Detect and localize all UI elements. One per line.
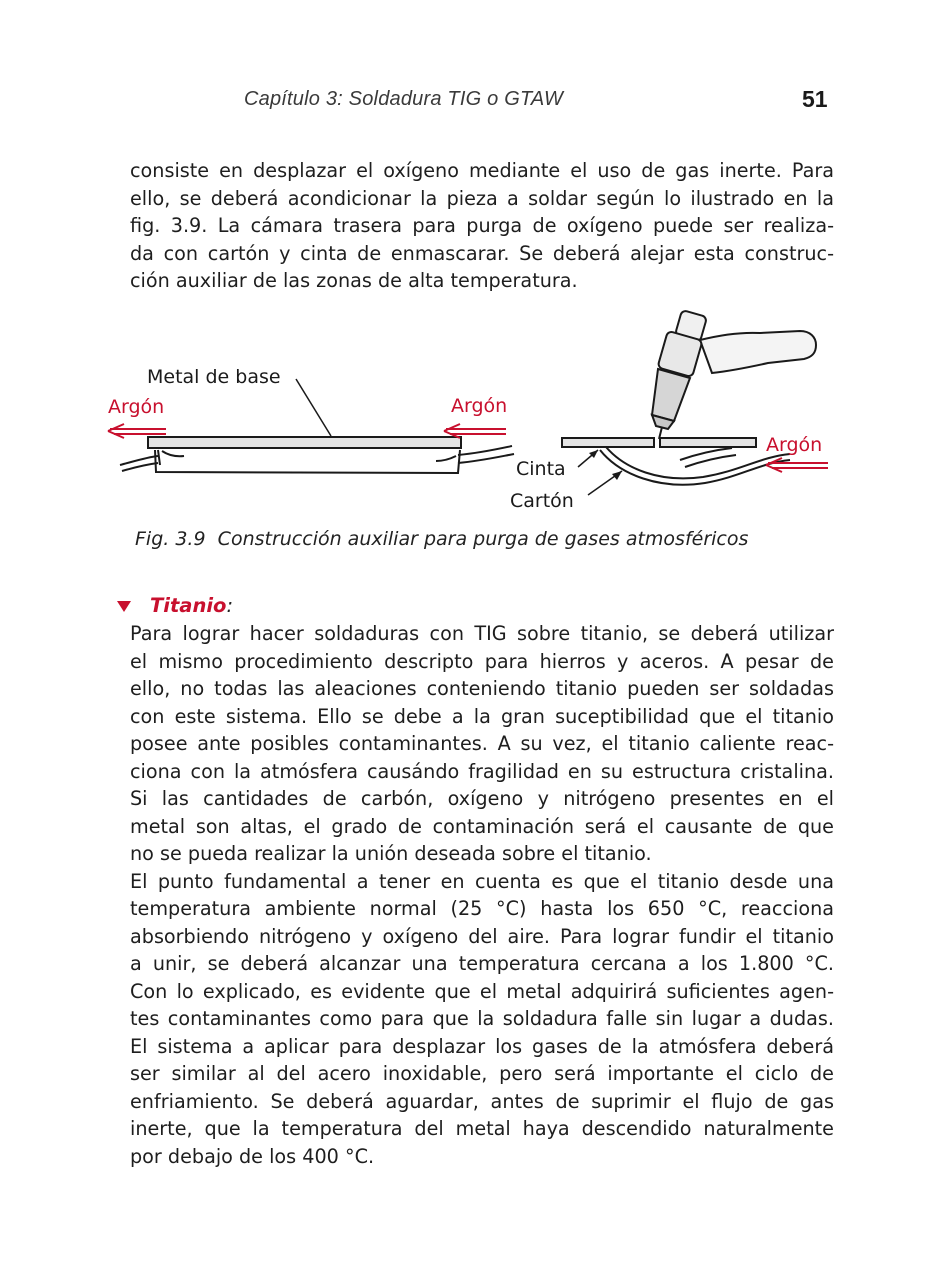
label-cinta: Cinta [516, 458, 566, 480]
label-argon-left: Argón [108, 396, 165, 418]
text-line: Con lo explicado, es evidente que el metal adquirirá suficientes agen- [130, 979, 834, 1003]
text-line: absorbiendo nitrógeno y oxígeno del aire. Para lograr fundir el titanio [130, 924, 834, 948]
text-line: ser similar al del acero inoxidable, pero será importante el ciclo de [130, 1062, 834, 1085]
text-line: da con cartón y cinta de enmascarar. Se deberá alejar esta construc- [130, 241, 834, 265]
caption-text: Construcción auxiliar para purga de gases atmosféricos [217, 528, 749, 550]
text-line: el mismo procedimiento descripto para hierros y aceros. A pesar de [130, 649, 834, 673]
argon-arrow-middle-icon [444, 424, 506, 438]
label-metal-de-base: Metal de base [147, 366, 281, 388]
section-title: Titanio [150, 594, 227, 617]
text-line: posee ante posibles contaminantes. A su vez, el titanio caliente reac- [130, 732, 834, 755]
text-line: fig. 3.9. La cámara trasera para purga de oxígeno puede ser realiza- [130, 214, 834, 237]
text-line: enfriamiento. Se deberá aguardar, antes de suprimir el flujo de gas [130, 1089, 834, 1113]
argon-arrow-left-icon [108, 424, 166, 438]
torch-handle [700, 331, 816, 373]
text-line: no se pueda realizar la unión deseada sobre el titanio. [130, 842, 652, 865]
text-line: tes contaminantes como para que la soldadura falle sin lugar a dudas. [130, 1007, 834, 1030]
label-argon-right: Argón [766, 434, 823, 456]
text-line: metal son altas, el grado de contaminación será el causante de que [130, 814, 834, 838]
text-line: temperatura ambiente normal (25 °C) hasta los 650 °C, reacciona [130, 897, 834, 920]
text-line: a unir, se deberá alcanzar una temperatura cercana a los 1.800 °C. [130, 952, 834, 975]
tape-right [458, 446, 514, 463]
figure-purge-chamber-illustration [100, 305, 840, 520]
tig-torch-icon [652, 310, 816, 439]
text-line: consiste en desplazar el oxígeno mediante el uso de gas inerte. Para [130, 159, 834, 182]
label-carton: Cartón [510, 490, 574, 512]
cardboard-chamber [155, 450, 460, 473]
text-line: ción auxiliar de las zonas de alta temperatura. [130, 269, 578, 292]
base-metal-plate [148, 437, 461, 448]
leader-arrow-carton [612, 471, 622, 480]
text-line: El punto fundamental a tener en cuenta es que el titanio desde una [130, 869, 834, 893]
text-line: Si las cantidades de carbón, oxígeno y nitrógeno presentes en el [130, 787, 834, 810]
text-line: El sistema a aplicar para desplazar los gases de la atmósfera deberá [130, 1034, 834, 1058]
page-number: 51 [802, 86, 828, 112]
tape-right-flap [436, 456, 456, 461]
argon-arrow-right-icon [766, 458, 828, 472]
text-line: ciona con la atmósfera causándo fragilidad en su estructura cristalina. [130, 759, 834, 783]
titanio-paragraphs [130, 620, 834, 1170]
text-line: inerte, que la temperatura del metal haya descendido naturalmente [130, 1117, 834, 1140]
chapter-title: Capítulo 3: Soldadura TIG o GTAW [244, 88, 564, 110]
section-heading [116, 594, 233, 617]
label-argon-middle: Argón [451, 395, 508, 417]
figure-caption [135, 528, 748, 550]
intro-paragraph [130, 157, 834, 295]
text-line: ello, no todas las aleaciones conteniendo titanio pueden ser soldadas [130, 677, 834, 700]
tape-left [120, 456, 158, 471]
plate-left [562, 438, 654, 447]
text-line: con este sistema. Ello se debe a la gran suceptibilidad que el titanio [130, 704, 834, 728]
section-title-colon: : [226, 594, 234, 617]
plate-right [660, 438, 756, 447]
tape-left-flap [158, 450, 184, 465]
text-line: Para lograr hacer soldaduras con TIG sobre titanio, se deberá utilizar [130, 622, 834, 645]
right-assembly-drawing [562, 438, 790, 495]
torch-nozzle [652, 369, 690, 421]
text-line: por debajo de los 400 °C. [130, 1144, 375, 1168]
caption-number: Fig. 3.9 [135, 528, 206, 550]
leader-line-metal [296, 379, 331, 436]
text-line: ello, se deberá acondicionar la pieza a soldar según lo ilustrado en la [130, 186, 834, 210]
red-down-triangle-icon [116, 599, 132, 613]
tape-strip-right [680, 448, 732, 460]
